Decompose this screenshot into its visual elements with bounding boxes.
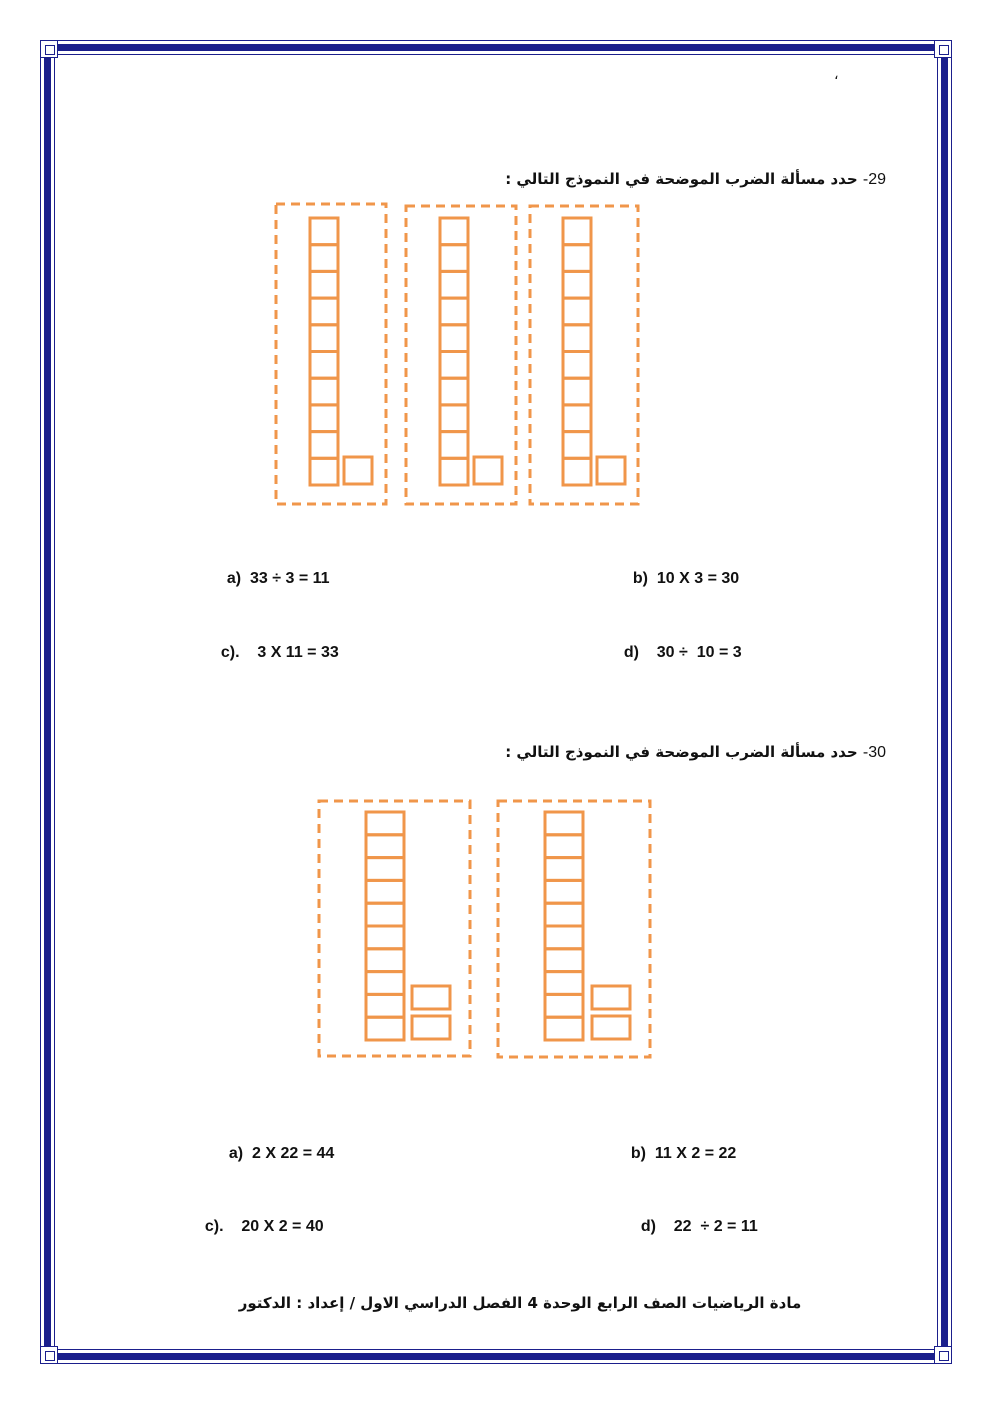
q30-ten-rod-cell <box>545 880 583 903</box>
q30-ten-rod-cell <box>545 858 583 881</box>
question-29-text: حدد مسألة الضرب الموضحة في النموذج التالي : <box>505 170 858 188</box>
q30-unit-cube <box>592 986 630 1009</box>
q29-unit-cube <box>474 457 502 484</box>
q29-ten-rod-cell <box>440 352 468 379</box>
q30-ten-rod-cell <box>366 926 404 949</box>
q30-ten-rod-cell <box>366 880 404 903</box>
q30-ten-rod-cell <box>545 1017 583 1040</box>
q29-option-a-label: a) <box>226 570 242 587</box>
q29-ten-rod-cell <box>440 245 468 272</box>
q29-option-b-text: 10 X 3 = 30 <box>656 570 740 587</box>
q29-unit-cube <box>344 457 372 484</box>
q29-ten-rod-cell <box>563 271 591 298</box>
q29-option-a-text: 33 ÷ 3 = 11 <box>250 570 330 587</box>
q30-option-c-text: 20 X 2 = 40 <box>241 1218 324 1235</box>
q29-ten-rod-cell <box>563 352 591 379</box>
q29-ten-rod-cell <box>563 218 591 245</box>
q29-unit-cube <box>597 457 625 484</box>
q29-ten-rod-cell <box>310 405 338 432</box>
q29-ten-rod-cell <box>310 458 338 485</box>
q30-option-c[interactable] <box>196 1200 324 1236</box>
q30-option-b-text: 11 X 2 = 22 <box>654 1145 737 1162</box>
question-29-model <box>276 204 638 504</box>
q30-ten-rod-cell <box>366 949 404 972</box>
q29-ten-rod-cell <box>310 352 338 379</box>
q30-unit-cube <box>412 986 450 1009</box>
q29-ten-rod-cell <box>440 298 468 325</box>
q30-ten-rod-cell <box>366 903 404 926</box>
q29-option-d[interactable] <box>615 626 742 662</box>
q30-ten-rod-cell <box>545 812 583 835</box>
q29-ten-rod-cell <box>440 458 468 485</box>
question-30 <box>505 743 886 762</box>
question-30-model <box>319 801 650 1057</box>
q30-ten-rod-cell <box>366 994 404 1017</box>
q29-option-a[interactable] <box>218 552 330 588</box>
q30-ten-rod-cell <box>366 1017 404 1040</box>
q29-ten-rod-cell <box>440 405 468 432</box>
q30-ten-rod-cell <box>545 903 583 926</box>
q30-ten-rod-cell <box>366 812 404 835</box>
q30-option-b[interactable] <box>622 1127 736 1163</box>
q29-ten-rod-cell <box>440 378 468 405</box>
q29-option-d-label: d) <box>623 644 639 661</box>
q29-ten-rod-cell <box>310 432 338 459</box>
q29-option-c-label: c). <box>220 644 240 661</box>
q30-ten-rod-cell <box>366 972 404 995</box>
q29-ten-rod-cell <box>310 245 338 272</box>
q30-option-a-label: a) <box>228 1145 244 1162</box>
q30-ten-rod-cell <box>545 972 583 995</box>
q30-option-d-label: d) <box>640 1218 656 1235</box>
q29-ten-rod-cell <box>310 298 338 325</box>
q30-option-d-text: 22 ÷ 2 = 11 <box>673 1218 758 1235</box>
q30-ten-rod-cell <box>545 994 583 1017</box>
q29-option-b-label: b) <box>632 570 648 587</box>
q29-ten-rod-cell <box>563 458 591 485</box>
q29-ten-rod-cell <box>310 378 338 405</box>
q30-ten-rod-cell <box>366 858 404 881</box>
q29-option-b[interactable] <box>624 552 739 588</box>
q29-option-d-text: 30 ÷ 10 = 3 <box>656 644 742 661</box>
q29-option-c-text: 3 X 11 = 33 <box>257 644 339 661</box>
q29-ten-rod-cell <box>440 218 468 245</box>
q30-unit-cube <box>592 1016 630 1039</box>
q30-option-a[interactable] <box>220 1127 334 1163</box>
q30-option-a-text: 2 X 22 = 44 <box>252 1145 335 1162</box>
q29-ten-rod-cell <box>440 271 468 298</box>
q29-ten-rod-cell <box>440 325 468 352</box>
question-29-number: 29- <box>862 171 886 188</box>
q29-ten-rod-cell <box>563 245 591 272</box>
q29-ten-rod-cell <box>563 325 591 352</box>
q30-option-c-label: c). <box>204 1218 224 1235</box>
q29-ten-rod-cell <box>310 325 338 352</box>
q30-ten-rod-cell <box>366 835 404 858</box>
q30-ten-rod-cell <box>545 949 583 972</box>
q29-ten-rod-cell <box>563 432 591 459</box>
page-footer: مادة الرياضيات الصف الرابع الوحدة 4 الفصل الدراسي الاول / إعداد : الدكتور <box>238 1294 802 1312</box>
question-30-text: حدد مسألة الضرب الموضحة في النموذج التالي : <box>505 743 858 761</box>
q30-option-d[interactable] <box>632 1200 758 1236</box>
q30-ten-rod-cell <box>545 835 583 858</box>
q29-ten-rod-cell <box>563 378 591 405</box>
q29-ten-rod-cell <box>310 271 338 298</box>
q29-ten-rod-cell <box>440 432 468 459</box>
q29-ten-rod-cell <box>310 218 338 245</box>
q29-option-c[interactable] <box>212 626 339 662</box>
q30-option-b-label: b) <box>630 1145 646 1162</box>
q30-ten-rod-cell <box>545 926 583 949</box>
top-mark: ، <box>834 66 839 82</box>
q29-ten-rod-cell <box>563 405 591 432</box>
question-30-number: 30- <box>862 744 886 761</box>
q30-unit-cube <box>412 1016 450 1039</box>
q29-ten-rod-cell <box>563 298 591 325</box>
